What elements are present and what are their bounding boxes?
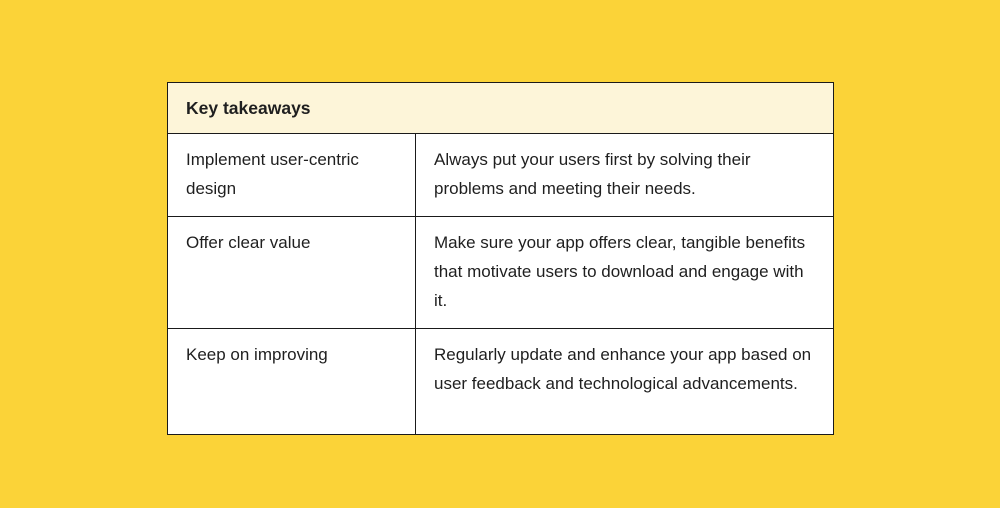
takeaway-term: Keep on improving [168, 329, 416, 435]
takeaway-term: Implement user-centric design [168, 134, 416, 217]
table-header: Key takeaways [168, 83, 834, 134]
takeaway-description: Make sure your app offers clear, tangible benefits that motivate users to download and engage with it. [416, 217, 834, 329]
takeaway-term: Offer clear value [168, 217, 416, 329]
table-row [168, 329, 834, 435]
table-row [168, 134, 834, 217]
takeaway-description: Always put your users first by solving their problems and meeting their needs. [416, 134, 834, 217]
table-header-row [168, 83, 834, 134]
takeaway-description: Regularly update and enhance your app based on user feedback and technological advancements. [416, 329, 834, 435]
key-takeaways-table [167, 82, 834, 435]
table-row [168, 217, 834, 329]
